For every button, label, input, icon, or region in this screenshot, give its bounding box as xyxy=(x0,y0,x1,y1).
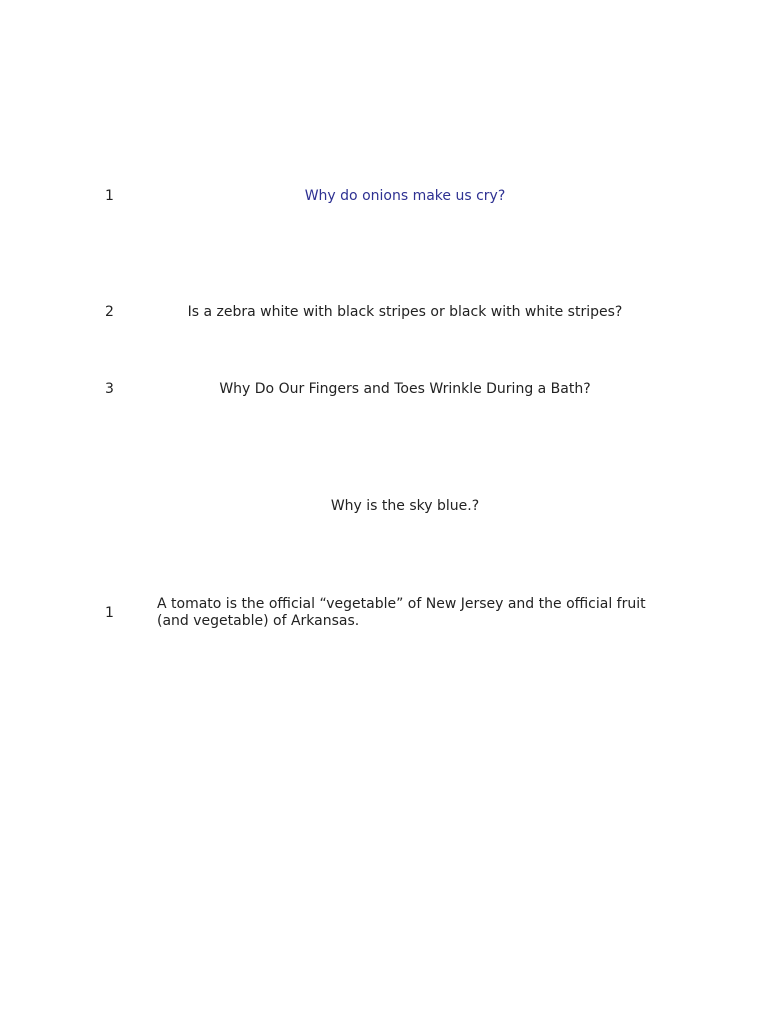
question-number: 2 xyxy=(105,304,114,320)
question-number: 3 xyxy=(105,381,114,397)
fact-text: A tomato is the official “vegetable” of New Jersey and the official fruit (and vegetable) of Arkansas. xyxy=(157,596,646,629)
question-text: Why Do Our Fingers and Toes Wrinkle During a Bath? xyxy=(219,381,591,397)
fact-number: 1 xyxy=(105,605,114,621)
question-text: Why is the sky blue.? xyxy=(330,498,480,514)
question-number: 1 xyxy=(105,188,114,204)
question-text: Is a zebra white with black stripes or black with white stripes? xyxy=(187,304,623,320)
question-text[interactable]: Why do onions make us cry? xyxy=(304,188,506,204)
